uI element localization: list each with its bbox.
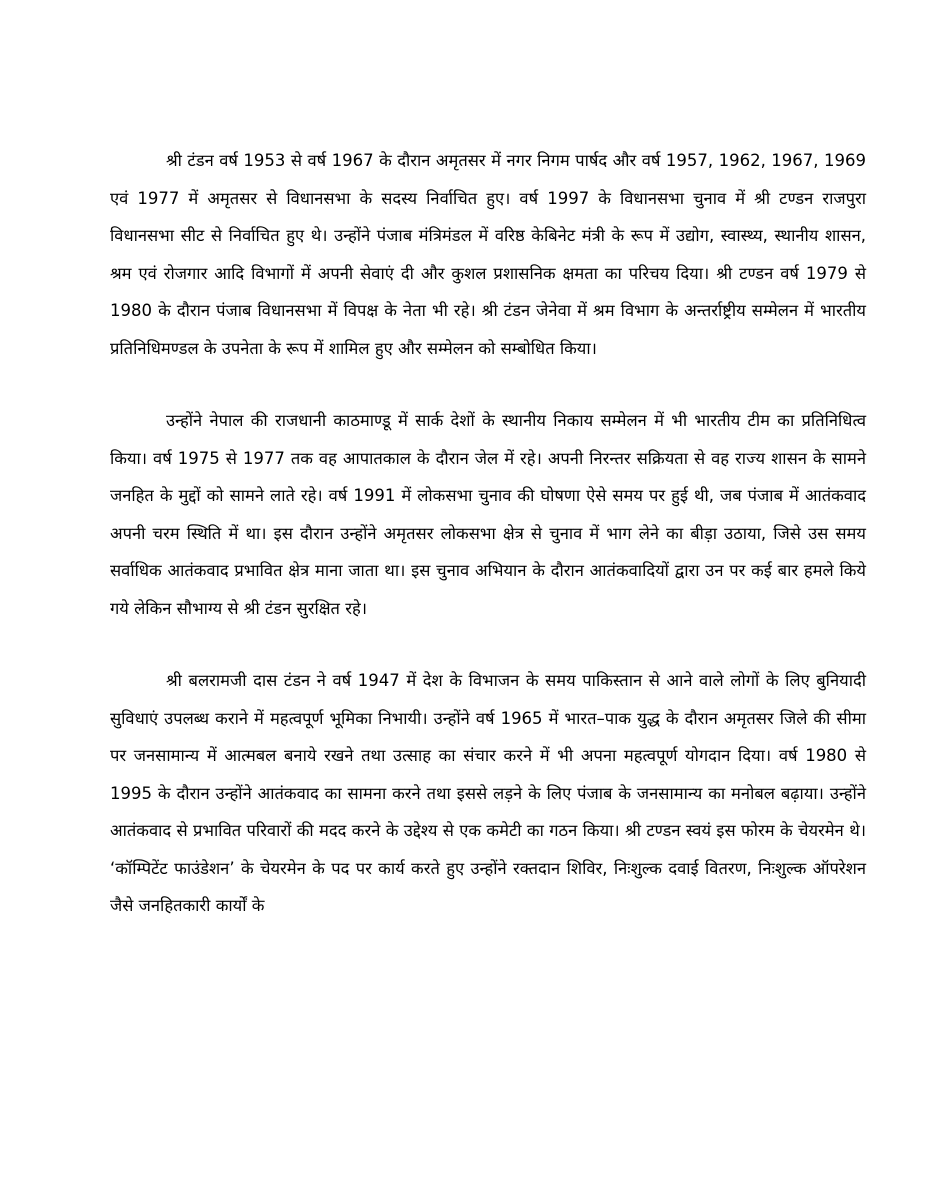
paragraph-partition-and-foundation: श्री बलरामजी दास टंडन ने वर्ष 1947 में देश के विभाजन के समय पाकिस्तान से आने वाले लोगों के लिए बुनियादी सुविधाएं उपलब्ध कराने में महत्वपूर्ण भूमिका निभायी। उन्होंने वर्ष 1965 में भारत–पाक युद्ध के दौरान अमृतसर जिले की सीमा पर जनसामान्य में आत्मबल बनाये रखने तथा उत्साह का संचार करने में भी अपना महत्वपूर्ण योगदान दिया। वर्ष 1980 से 1995 के दौरान उन्होंने आतंकवाद का सामना करने तथा इससे लड़ने के लिए पंजाब के जनसामान्य का मनोबल बढ़ाया। उन्होंने आतंकवाद से प्रभावित परिवारों की मदद करने के उद्देश्य से एक कमेटी का गठन किया। श्री टण्डन स्वयं इस फोरम के चेयरमेन थे। ‘कॉम्पिटेंट फाउंडेशन’ के चेयरमेन के पद पर कार्य करते हुए उन्होंने रक्तदान शिविर, निःशुल्क दवाई वितरण, निःशुल्क ऑपरेशन जैसे जनहितकारी कार्यों के <box>110 671 866 915</box>
paragraph-nepal-and-emergency: उन्होंने नेपाल की राजधानी काठमाण्डू में सार्क देशों के स्थानीय निकाय सम्मेलन में भी भारतीय टीम का प्रतिनिधित्व किया। वर्ष 1975 से 1977 तक वह आपातकाल के दौरान जेल में रहे। अपनी निरन्तर सक्रियता से वह राज्य शासन के सामने जनहित के मुद्दों को सामने लाते रहे। वर्ष 1991 में लोकसभा चुनाव की घोषणा ऐसे समय पर हुई थी, जब पंजाब में आतंकवाद अपनी चरम स्थिति में था। इस दौरान उन्होंने अमृतसर लोकसभा क्षेत्र से चुनाव में भाग लेने का बीड़ा उठाया, जिसे उस समय सर्वाधिक आतंकवाद प्रभावित क्षेत्र माना जाता था। इस चुनाव अभियान के दौरान आतंकवादियों द्वारा उन पर कई बार हमले किये गये लेकिन सौभाग्य से श्री टंडन सुरक्षित रहे। <box>110 411 866 618</box>
document-page <box>110 142 866 925</box>
paragraph-tandon-political-career: श्री टंडन वर्ष 1953 से वर्ष 1967 के दौरान अमृतसर में नगर निगम पार्षद और वर्ष 1957, 1962, 1967, 1969 एवं 1977 में अमृतसर से विधानसभा के सदस्य निर्वाचित हुए। वर्ष 1997 के विधानसभा चुनाव में श्री टण्डन राजपुरा विधानसभा सीट से निर्वाचित हुए थे। उन्होंने पंजाब मंत्रिमंडल में वरिष्ठ केबिनेट मंत्री के रूप में उद्योग, स्वास्थ्य, स्थानीय शासन, श्रम एवं रोजगार आदि विभागों में अपनी सेवाएं दी और कुशल प्रशासनिक क्षमता का परिचय दिया। श्री टण्डन वर्ष 1979 से 1980 के दौरान पंजाब विधानसभा में विपक्ष के नेता भी रहे। श्री टंडन जेनेवा में श्रम विभाग के अन्तर्राष्ट्रीय सम्मेलन में भारतीय प्रतिनिधिमण्डल के उपनेता के रूप में शामिल हुए और सम्मेलन को सम्बोधित किया। <box>110 151 866 358</box>
